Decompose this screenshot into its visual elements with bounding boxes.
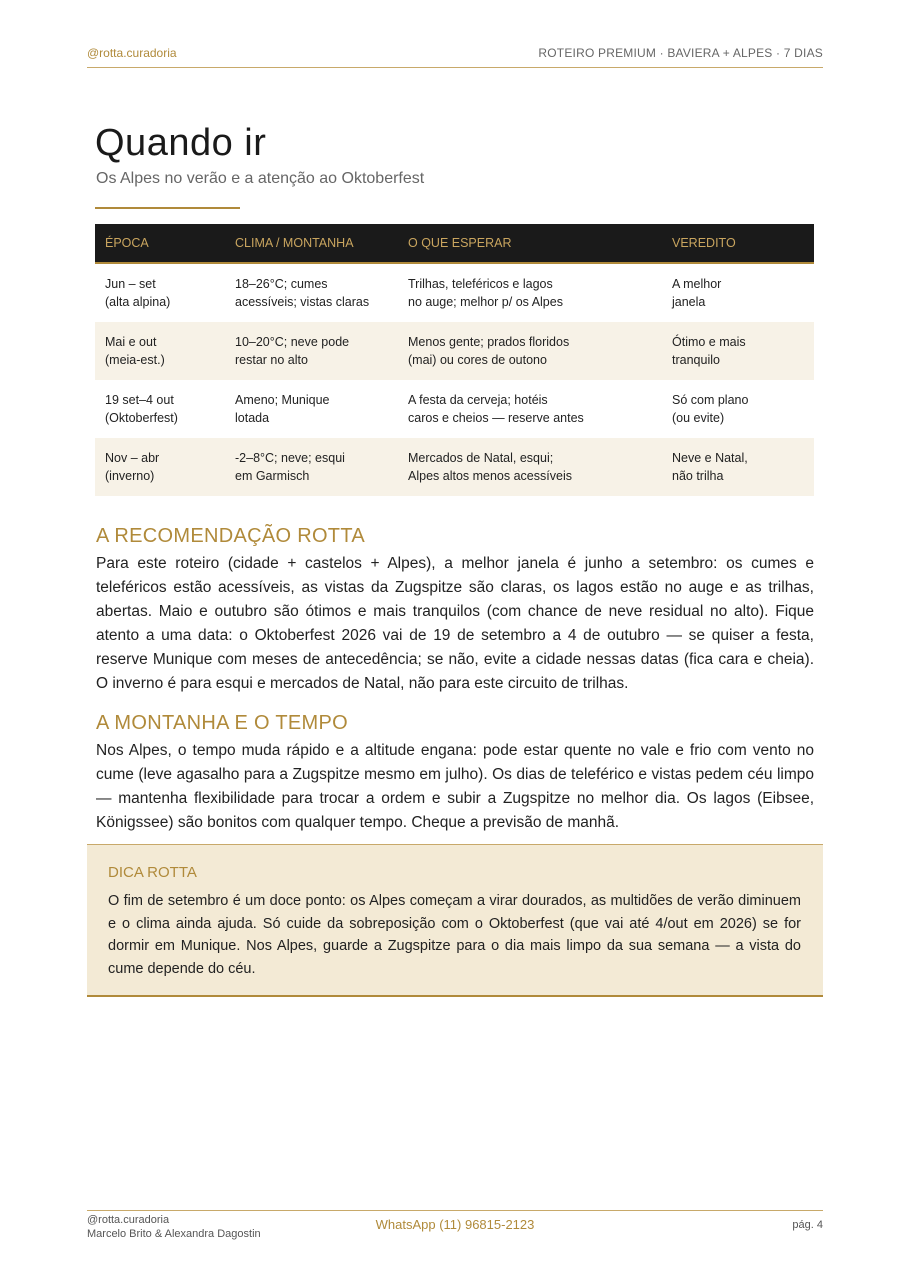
footer-divider — [87, 1210, 823, 1211]
footer-authors: Marcelo Brito & Alexandra Dagostin — [87, 1228, 261, 1240]
page-subtitle: Os Alpes no verão e a atenção ao Oktoberfest — [96, 170, 425, 187]
cell-line: 10–20°C; neve pode — [235, 335, 350, 349]
cell-line: janela — [672, 295, 706, 309]
cell-epoca — [95, 438, 225, 496]
table-row — [95, 263, 814, 322]
cell-line: em Garmisch — [235, 469, 310, 483]
cell-line: não trilha — [672, 469, 724, 483]
cell-line: (Oktoberfest) — [105, 411, 178, 425]
cell-esperar — [398, 322, 662, 380]
section-heading-montanha: A MONTANHA E O TEMPO — [96, 712, 348, 734]
cell-veredito — [662, 322, 814, 380]
tip-title: DICA ROTTA — [108, 864, 197, 881]
column-header-epoca: ÉPOCA — [95, 224, 225, 263]
cell-esperar — [398, 380, 662, 438]
cell-line: (meia-est.) — [105, 353, 165, 367]
cell-line: caros e cheios — reserve antes — [408, 411, 584, 425]
section-heading-recomendacao: A RECOMENDAÇÃO ROTTA — [96, 525, 365, 547]
cell-clima — [225, 322, 398, 380]
cell-line: acessíveis; vistas claras — [235, 295, 370, 309]
title-underline — [95, 207, 240, 209]
cell-line: lotada — [235, 411, 270, 425]
cell-epoca — [95, 322, 225, 380]
cell-line: Nov – abr — [105, 451, 160, 465]
seasons-table — [95, 224, 814, 496]
tip-text: O fim de setembro é um doce ponto: os Alpes começam a virar dourados, as multidões de verão diminuem e o clima ainda ajuda. Só cuide da sobreposição com o Oktoberfest (que vai até 4/out em 2026) se for dormir em Munique. Nos Alpes, guarde a Zugspitze para o dia mais limpo da sua semana — a vista do cume depende do céu. — [108, 893, 801, 977]
header-handle: @rotta.curadoria — [87, 46, 177, 60]
cell-line: Jun – set — [105, 277, 156, 291]
cell-line: Só com plano — [672, 393, 749, 407]
cell-line: (alta alpina) — [105, 295, 171, 309]
page-number: pág. 4 — [792, 1219, 823, 1231]
cell-line: 19 set–4 out — [105, 393, 174, 407]
table-row — [95, 322, 814, 380]
cell-line: (inverno) — [105, 469, 155, 483]
cell-clima — [225, 380, 398, 438]
cell-epoca — [95, 263, 225, 322]
table-row — [95, 380, 814, 438]
cell-line: no auge; melhor p/ os Alpes — [408, 295, 563, 309]
header-doc-title: ROTEIRO PREMIUM · BAVIERA + ALPES · 7 DIAS — [538, 46, 823, 60]
cell-epoca — [95, 380, 225, 438]
cell-line: tranquilo — [672, 353, 720, 367]
table-row — [95, 438, 814, 496]
cell-line: Ótimo e mais — [672, 335, 746, 349]
cell-clima — [225, 438, 398, 496]
cell-line: Alpes altos menos acessíveis — [408, 469, 572, 483]
cell-line: A melhor — [672, 277, 722, 291]
cell-line: Mercados de Natal, esqui; — [408, 451, 554, 465]
cell-line: (mai) ou cores de outono — [408, 353, 547, 367]
tip-box — [87, 844, 823, 997]
cell-veredito — [662, 263, 814, 322]
footer-whatsapp: WhatsApp (11) 96815-2123 — [375, 1217, 535, 1232]
cell-line: restar no alto — [235, 353, 308, 367]
cell-line: Mai e out — [105, 335, 157, 349]
cell-veredito — [662, 438, 814, 496]
cell-line: Ameno; Munique — [235, 393, 330, 407]
page-title: Quando ir — [95, 122, 267, 164]
header-divider — [87, 67, 823, 68]
cell-line: Neve e Natal, — [672, 451, 748, 465]
cell-clima — [225, 263, 398, 322]
cell-esperar — [398, 263, 662, 322]
column-header-veredito: VEREDITO — [662, 224, 814, 263]
cell-veredito — [662, 380, 814, 438]
cell-line: Menos gente; prados floridos — [408, 335, 570, 349]
column-header-clima: CLIMA / MONTANHA — [225, 224, 398, 263]
column-header-esperar: O QUE ESPERAR — [398, 224, 662, 263]
cell-line: -2–8°C; neve; esqui — [235, 451, 345, 465]
cell-line: (ou evite) — [672, 411, 725, 425]
footer-handle: @rotta.curadoria — [87, 1214, 170, 1226]
cell-esperar — [398, 438, 662, 496]
cell-line: 18–26°C; cumes — [235, 277, 328, 291]
table-header-row — [95, 224, 814, 263]
section-text-montanha: Nos Alpes, o tempo muda rápido e a altitude engana: pode estar quente no vale e frio com vento no cume (leve agasalho para a Zugspitze mesmo em julho). Os dias de teleférico e vistas pedem céu limpo — mantenha flexibilidade para trocar a ordem e subir a Zugspitze no melhor dia. Os lagos (Eibsee, Königssee) são bonitos com qualquer tempo. Cheque a previsão de manhã. — [96, 742, 814, 831]
cell-line: Trilhas, teleféricos e lagos — [408, 277, 553, 291]
section-text-recomendacao: Para este roteiro (cidade + castelos + Alpes), a melhor janela é junho a setembro: os cumes e teleféricos estão acessíveis, as vistas da Zugspitze são claras, os lagos estão no auge e as trilhas, abertas. Maio e outubro são ótimos e mais tranquilos (com chance de neve residual no alto). Fique atento a uma data: o Oktoberfest 2026 vai de 19 de setembro a 4 de outubro — se quiser a festa, reserve Munique com meses de antecedência; se não, evite a cidade nessas datas (fica cara e cheia). O inverno é para esqui e mercados de Natal, não para este circuito de trilhas. — [96, 555, 814, 692]
cell-line: A festa da cerveja; hotéis — [408, 393, 548, 407]
